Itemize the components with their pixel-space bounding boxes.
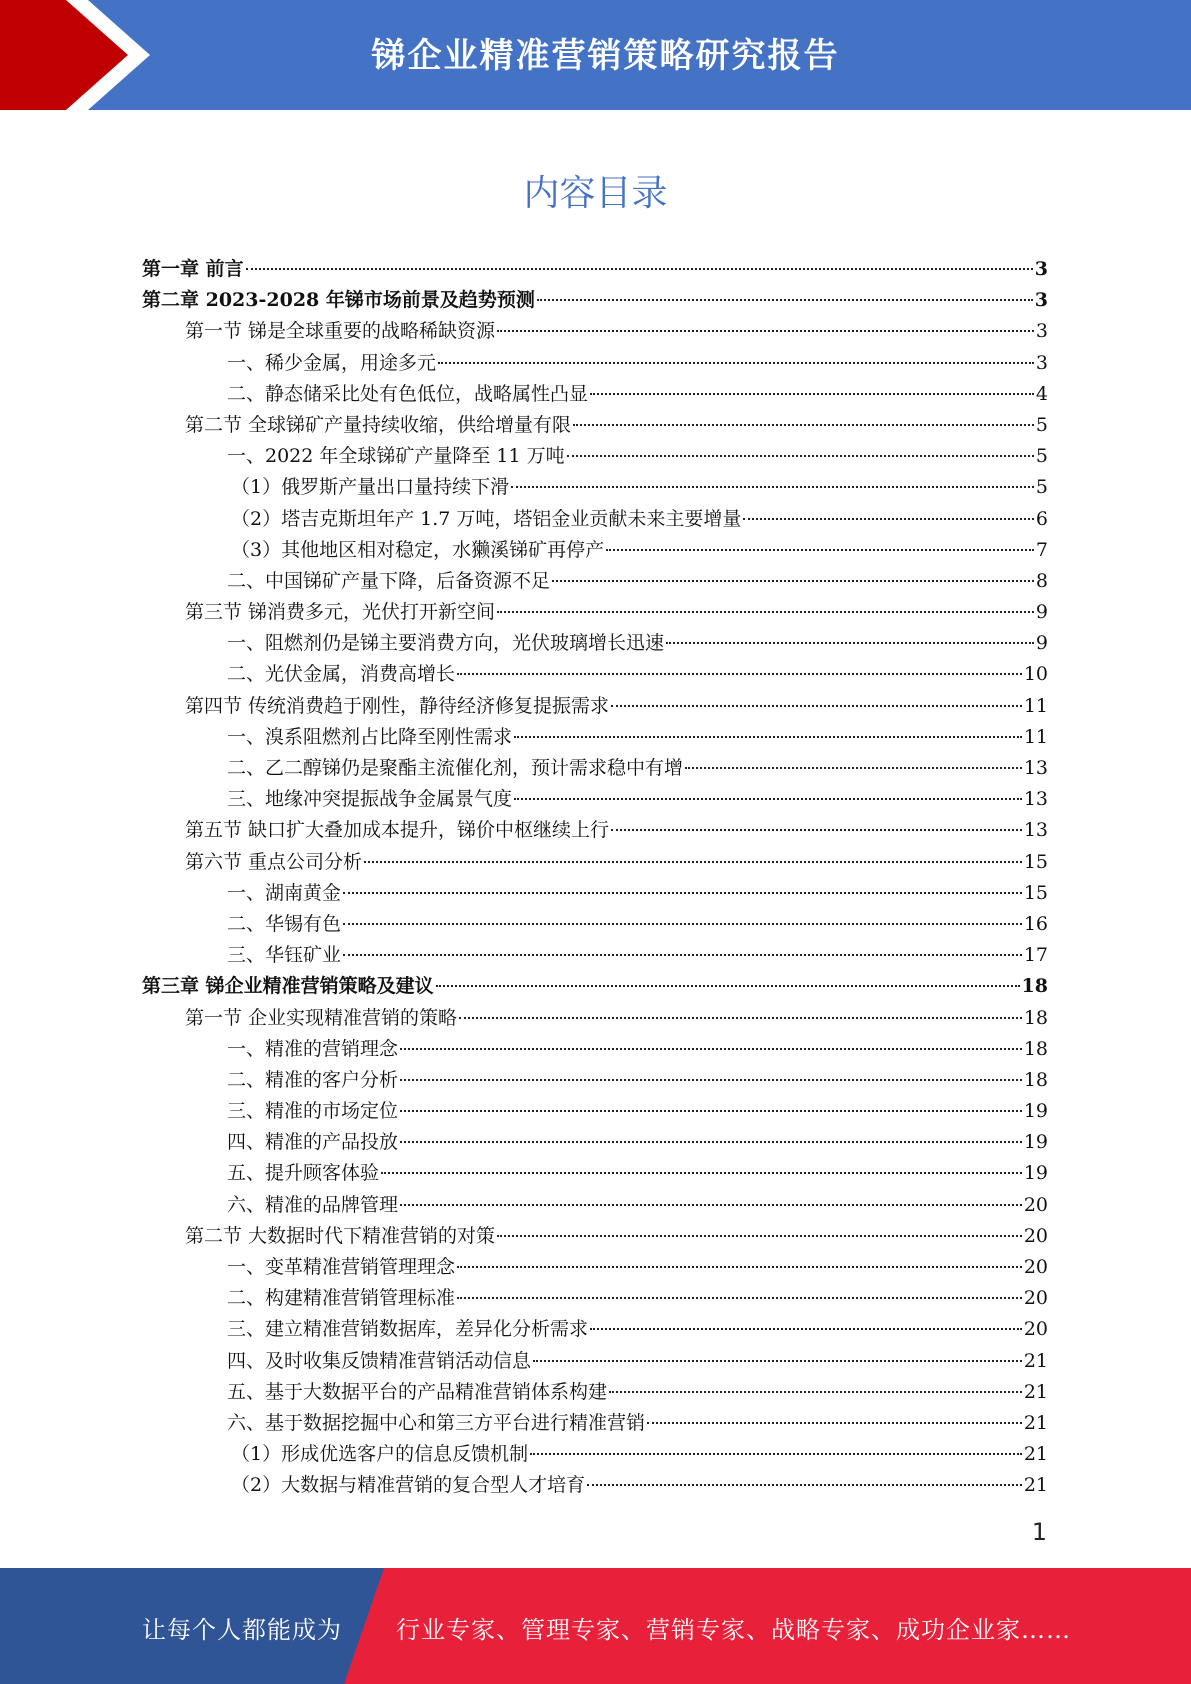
toc-dot-leader	[666, 642, 1034, 644]
toc-dot-leader	[611, 705, 1022, 707]
toc-entry-page: 21	[1023, 1474, 1048, 1497]
toc-entry-page: 6	[1035, 507, 1048, 530]
toc-dot-leader	[400, 1204, 1022, 1206]
toc-entry-text: 第一节 企业实现精准营销的策略	[185, 1006, 458, 1029]
toc-entry-text: 六、基于数据挖掘中心和第三方平台进行精准营销	[227, 1411, 646, 1434]
toc-entry-page: 19	[1023, 1100, 1048, 1123]
toc-entry[interactable]	[142, 722, 1048, 753]
toc-entry-page: 3	[1034, 258, 1048, 280]
toc-entry[interactable]	[142, 504, 1048, 535]
toc-entry-page: 9	[1035, 601, 1048, 624]
toc-entry[interactable]	[142, 535, 1048, 566]
toc-entry[interactable]	[142, 1377, 1048, 1408]
toc-entry-page: 9	[1035, 632, 1048, 655]
toc-entry-text: （2）大数据与精准营销的复合型人才培育	[231, 1474, 586, 1497]
toc-dot-leader	[497, 1235, 1022, 1237]
toc-entry-page: 16	[1023, 912, 1048, 935]
toc-entry-page: 21	[1023, 1411, 1048, 1434]
toc-dot-leader	[606, 549, 1034, 551]
toc-entry-text: 四、及时收集反馈精准营销活动信息	[227, 1349, 532, 1372]
toc-entry[interactable]	[142, 1470, 1048, 1501]
toc-entry[interactable]	[142, 1221, 1048, 1252]
toc-entry[interactable]	[142, 1034, 1048, 1065]
report-title: 锑企业精准营销策略研究报告	[371, 36, 840, 76]
toc-entry-page: 19	[1023, 1131, 1048, 1154]
toc-entry-text: （1）形成优选客户的信息反馈机制	[231, 1443, 529, 1466]
toc-entry[interactable]	[142, 1158, 1048, 1189]
toc-entry-text: （2）塔吉克斯坦年产 1.7 万吨，塔铝金业贡献未来主要增量	[231, 507, 742, 530]
toc-dot-leader	[533, 1360, 1022, 1362]
toc-entry-text: 五、基于大数据平台的产品精准营销体系构建	[227, 1380, 608, 1403]
toc-entry-page: 13	[1023, 757, 1048, 779]
toc-entry[interactable]	[142, 940, 1048, 971]
toc-dot-leader	[364, 861, 1022, 863]
toc-dot-leader	[246, 268, 1033, 270]
toc-entry-page: 18	[1023, 1037, 1048, 1060]
toc-dot-leader	[685, 767, 1022, 769]
toc-dot-leader	[514, 736, 1022, 738]
toc-dot-leader	[552, 580, 1034, 582]
toc-entry-page: 3	[1035, 320, 1048, 343]
toc-entry-page: 11	[1023, 694, 1048, 717]
table-of-contents	[142, 254, 1048, 1502]
toc-dot-leader	[537, 299, 1033, 301]
toc-dot-leader	[457, 673, 1022, 675]
toc-entry-page: 5	[1035, 445, 1048, 468]
toc-entry[interactable]	[142, 472, 1048, 503]
toc-entry[interactable]	[142, 316, 1048, 347]
toc-dot-leader	[459, 1017, 1022, 1019]
toc-dot-leader	[497, 611, 1034, 613]
toc-entry[interactable]	[142, 691, 1048, 722]
toc-entry-text: 三、建立精准营销数据库，差异化分析需求	[227, 1318, 589, 1341]
toc-entry-text: 一、稀少金属，用途多元	[227, 351, 437, 374]
toc-entry[interactable]	[142, 566, 1048, 597]
toc-entry[interactable]	[142, 659, 1048, 690]
toc-entry-page: 8	[1035, 569, 1048, 592]
toc-dot-leader	[573, 424, 1034, 426]
toc-dot-leader	[400, 1048, 1022, 1050]
toc-dot-leader	[400, 1079, 1022, 1081]
toc-entry[interactable]	[142, 410, 1048, 441]
toc-entry-page: 20	[1023, 1287, 1048, 1310]
toc-entry-page: 17	[1023, 944, 1048, 967]
footer-band	[0, 1568, 1191, 1684]
toc-entry[interactable]	[142, 1408, 1048, 1439]
toc-entry-text: 第一章 前言	[142, 258, 244, 280]
toc-entry-page: 13	[1023, 819, 1048, 842]
toc-dot-leader	[590, 393, 1034, 395]
toc-entry[interactable]	[142, 878, 1048, 909]
toc-entry[interactable]	[142, 753, 1048, 784]
toc-entry-text: 第五节 缺口扩大叠加成本提升，锑价中枢继续上行	[185, 819, 610, 842]
toc-dot-leader	[436, 985, 1020, 987]
toc-entry-page: 3	[1035, 351, 1048, 374]
toc-dot-leader	[343, 954, 1022, 956]
toc-entry-page: 21	[1023, 1349, 1048, 1372]
toc-dot-leader	[497, 330, 1034, 332]
toc-entry-page: 20	[1023, 1256, 1048, 1278]
toc-entry-page: 4	[1035, 382, 1048, 405]
toc-entry-page: 5	[1035, 476, 1048, 499]
toc-entry[interactable]	[142, 847, 1048, 878]
toc-entry[interactable]	[142, 254, 1048, 285]
toc-entry-page: 21	[1023, 1443, 1048, 1466]
toc-dot-leader	[438, 362, 1034, 364]
toc-entry-text: 一、变革精准营销管理理念	[227, 1256, 456, 1278]
toc-entry-text: 二、构建精准营销管理标准	[227, 1287, 456, 1310]
toc-entry-text: 一、精准的营销理念	[227, 1037, 399, 1060]
toc-entry-text: 二、精准的客户分析	[227, 1068, 399, 1091]
header-band	[0, 0, 1191, 110]
toc-entry-text: 第四节 传统消费趋于刚性，静待经济修复提振需求	[185, 694, 610, 717]
toc-entry-text: 五、提升顾客体验	[227, 1162, 380, 1185]
toc-entry-text: 一、湖南黄金	[227, 881, 342, 904]
toc-dot-leader	[457, 1266, 1022, 1268]
toc-entry-page: 3	[1034, 289, 1048, 312]
toc-entry-page: 11	[1023, 725, 1048, 748]
toc-entry[interactable]	[142, 1096, 1048, 1127]
toc-entry[interactable]	[142, 1127, 1048, 1158]
toc-entry[interactable]	[142, 379, 1048, 410]
toc-entry[interactable]	[142, 285, 1048, 316]
toc-dot-leader	[343, 923, 1022, 925]
toc-heading: 内容目录	[523, 173, 668, 214]
toc-dot-leader	[343, 892, 1022, 894]
footer-slogan-left: 让每个人都能成为	[142, 1616, 342, 1644]
toc-entry[interactable]	[142, 815, 1048, 846]
toc-entry-text: 二、华锡有色	[227, 912, 342, 935]
toc-entry[interactable]	[142, 971, 1048, 1002]
toc-entry-page: 13	[1023, 788, 1048, 811]
toc-entry-page: 5	[1035, 413, 1048, 436]
toc-entry-text: 第一节 锑是全球重要的战略稀缺资源	[185, 320, 496, 343]
toc-entry-page: 20	[1023, 1318, 1048, 1341]
page-number: 1	[1031, 1518, 1047, 1546]
toc-entry-text: 二、中国锑矿产量下降，后备资源不足	[227, 569, 551, 592]
toc-entry-page: 15	[1023, 850, 1048, 873]
footer-slogan-right: 行业专家、管理专家、营销专家、战略专家、成功企业家……	[396, 1616, 1071, 1644]
toc-entry-text: 三、地缘冲突提振战争金属景气度	[227, 788, 513, 811]
toc-entry[interactable]	[142, 1190, 1048, 1221]
toc-entry-text: 第三章 锑企业精准营销策略及建议	[142, 975, 434, 998]
toc-entry-text: 二、静态储采比处有色低位，战略属性凸显	[227, 382, 589, 405]
toc-dot-leader	[530, 1453, 1022, 1455]
toc-entry-page: 7	[1035, 538, 1048, 561]
toc-dot-leader	[567, 455, 1034, 457]
toc-dot-leader	[611, 829, 1022, 831]
toc-dot-leader	[587, 1484, 1022, 1486]
toc-dot-leader	[514, 798, 1022, 800]
toc-entry-text: 六、精准的品牌管理	[227, 1193, 399, 1216]
toc-dot-leader	[400, 1141, 1022, 1143]
toc-entry[interactable]	[142, 1314, 1048, 1345]
toc-entry-page: 21	[1023, 1380, 1048, 1403]
toc-entry-text: 三、精准的市场定位	[227, 1100, 399, 1123]
toc-entry-text: 三、华钰矿业	[227, 944, 342, 967]
toc-entry-page: 10	[1023, 663, 1048, 686]
toc-entry-text: 四、精准的产品投放	[227, 1131, 399, 1154]
toc-dot-leader	[400, 1110, 1022, 1112]
toc-entry[interactable]	[142, 1439, 1048, 1470]
toc-entry-text: 第二章 2023-2028 年锑市场前景及趋势预测	[142, 289, 535, 312]
toc-entry-page: 18	[1021, 975, 1048, 998]
toc-dot-leader	[457, 1297, 1022, 1299]
toc-entry[interactable]	[142, 1065, 1048, 1096]
toc-entry-page: 20	[1023, 1224, 1048, 1247]
toc-entry-page: 15	[1023, 881, 1048, 904]
toc-entry[interactable]	[142, 784, 1048, 815]
toc-entry-text: 一、2022 年全球锑矿产量降至 11 万吨	[227, 445, 565, 468]
toc-dot-leader	[590, 1328, 1022, 1330]
toc-entry-page: 19	[1023, 1162, 1048, 1185]
toc-entry-text: （1）俄罗斯产量出口量持续下滑	[231, 476, 510, 499]
toc-entry-text: 二、乙二醇锑仍是聚酯主流催化剂，预计需求稳中有增	[227, 757, 684, 779]
toc-dot-leader	[511, 486, 1034, 488]
toc-entry[interactable]	[142, 909, 1048, 940]
toc-entry-text: 一、阻燃剂仍是锑主要消费方向，光伏玻璃增长迅速	[227, 632, 665, 655]
toc-entry-text: 第二节 大数据时代下精准营销的对策	[185, 1224, 496, 1247]
toc-dot-leader	[743, 518, 1034, 520]
toc-entry[interactable]	[142, 628, 1048, 659]
toc-entry-page: 18	[1023, 1068, 1048, 1091]
toc-entry-text: 第三节 锑消费多元，光伏打开新空间	[185, 601, 496, 624]
toc-entry-page: 20	[1023, 1193, 1048, 1216]
toc-entry[interactable]	[142, 1252, 1048, 1283]
toc-dot-leader	[609, 1391, 1022, 1393]
toc-entry[interactable]	[142, 348, 1048, 379]
toc-entry-text: 二、光伏金属，消费高增长	[227, 663, 456, 686]
toc-entry[interactable]	[142, 1283, 1048, 1314]
toc-entry-text: 第二节 全球锑矿产量持续收缩，供给增量有限	[185, 413, 572, 436]
toc-entry-text: 一、溴系阻燃剂占比降至刚性需求	[227, 725, 513, 748]
toc-entry-text: （3）其他地区相对稳定，水獭溪锑矿再停产	[231, 538, 605, 561]
toc-dot-leader	[381, 1172, 1022, 1174]
toc-dot-leader	[647, 1422, 1022, 1424]
toc-entry-page: 18	[1023, 1006, 1048, 1029]
toc-entry[interactable]	[142, 1003, 1048, 1034]
toc-entry[interactable]	[142, 441, 1048, 472]
toc-entry-text: 第六节 重点公司分析	[185, 850, 363, 873]
toc-entry[interactable]	[142, 597, 1048, 628]
toc-entry[interactable]	[142, 1346, 1048, 1377]
